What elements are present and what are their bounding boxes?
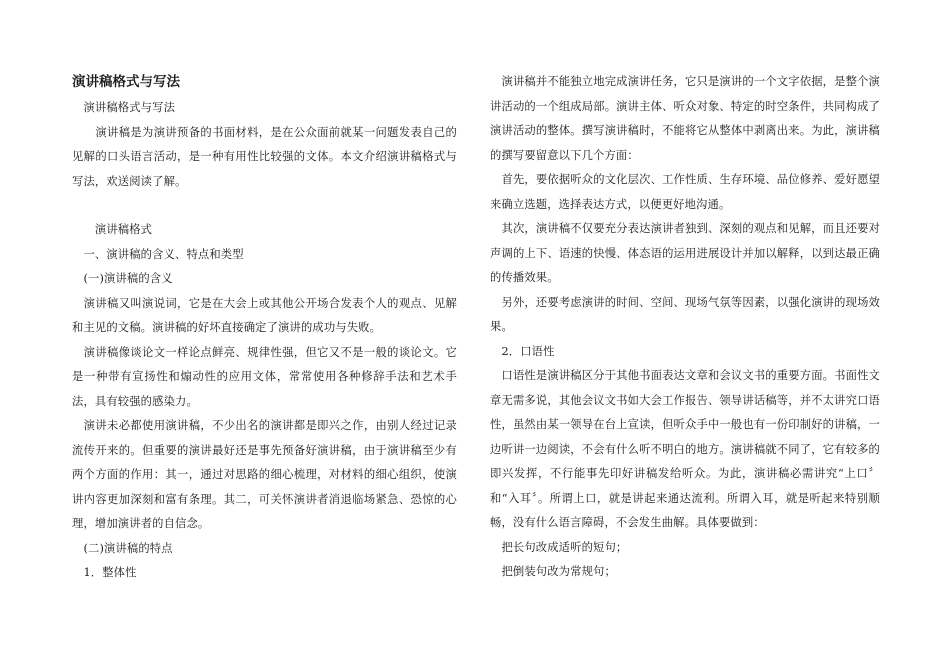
body-paragraph: 首先，要依据听众的文化层次、工作性质、生存环境、品位修养、爱好愿望来确立选题，选择表达方式，以便更好地沟通。 (490, 173, 880, 211)
heading-level-2: (一)演讲稿的含义 (72, 272, 173, 285)
body-paragraph: 口语性是演讲稿区分于其他书面表达文章和会议文书的重要方面。书面性文章无需多说，其他会议文书如大会工作报告、领导讲话稿等，并不太讲究口语性，虽然由某一领导在台上宣读，但听众手中一般也有一份印制好的讲稿，一边听讲一边阅读，不会有什么听不明白的地方。演讲稿就不同了，它有较多的即兴发挥，不行能事先印好讲稿发给听众。为此，演讲稿必需讲究“上口〞和“入耳〞。所谓上口，就是讲起来通达流利。所谓入耳，就是听起来特别顺畅，没有什么语言障碍，不会发生曲解。具体要做到： (490, 369, 880, 529)
document-title: 演讲稿格式与写法 (72, 74, 180, 90)
right-column (490, 70, 880, 585)
body-paragraph: 演讲稿又叫演说词，它是在大会上或其他公开场合发表个人的观点、见解和主见的文稿。演讲稿的好坏直接确定了演讲的成功与失败。 (72, 296, 457, 334)
heading-level-2: (二)演讲稿的特点 (72, 541, 173, 555)
body-paragraph: 其次，演讲稿不仅要充分表达演讲者独到、深刻的观点和见解，而且还要对声调的上下、语速的快慢、体态语的运用进展设计并加以解释，以到达最正确的传播效果。 (490, 222, 880, 284)
heading-level-3: 2．口语性 (490, 344, 555, 358)
blank-line (72, 194, 457, 218)
intro-paragraph: 演讲稿是为演讲预备的书面材料，是在公众面前就某一问题发表自己的见解的口头语言活动，是一种有用性比较强的文体。本文介绍演讲稿格式与写法，欢送阅读了解。 (72, 125, 457, 188)
body-paragraph: 演讲稿像谈论文一样论点鲜亮、规律性强，但它又不是一般的谈论文。它是一种带有宣扬性和煽动性的应用文体，常常使用各种修辞手法和艺术手法，具有较强的感染力。 (72, 345, 457, 408)
left-column (72, 70, 457, 586)
section-heading: 演讲稿格式 (72, 223, 153, 236)
heading-level-3: 1．整体性 (72, 566, 137, 579)
list-item: 把长句改成适听的短句； (490, 540, 628, 554)
body-paragraph: 演讲稿并不能独立地完成演讲任务，它只是演讲的一个文字依据，是整个演讲活动的一个组成局部。演讲主体、听众对象、特定的时空条件，共同构成了演讲活动的整体。撰写演讲稿时，不能将它从整体中剥离出来。为此，演讲稿的撰写要留意以下几个方面： (490, 75, 880, 162)
subtitle-paragraph: 演讲稿格式与写法 (72, 101, 176, 114)
list-item: 把倒装句改为常规句； (490, 565, 616, 578)
heading-level-1: 一、演讲稿的含义、特点和类型 (72, 247, 244, 261)
body-paragraph: 另外，还要考虑演讲的时间、空间、现场气氛等因素，以强化演讲的现场效果。 (490, 295, 880, 333)
body-paragraph: 演讲未必都使用演讲稿，不少出名的演讲都是即兴之作，由别人经过记录流传开来的。但重要的演讲最好还是事先预备好演讲稿，由于演讲稿至少有两个方面的作用：其一，通过对思路的细心梳理，对材料的细心组织，使演讲内容更加深刻和富有条理。其二，可关怀演讲者消退临场紧急、恐惊的心理，增加演讲者的自信念。 (72, 419, 457, 530)
